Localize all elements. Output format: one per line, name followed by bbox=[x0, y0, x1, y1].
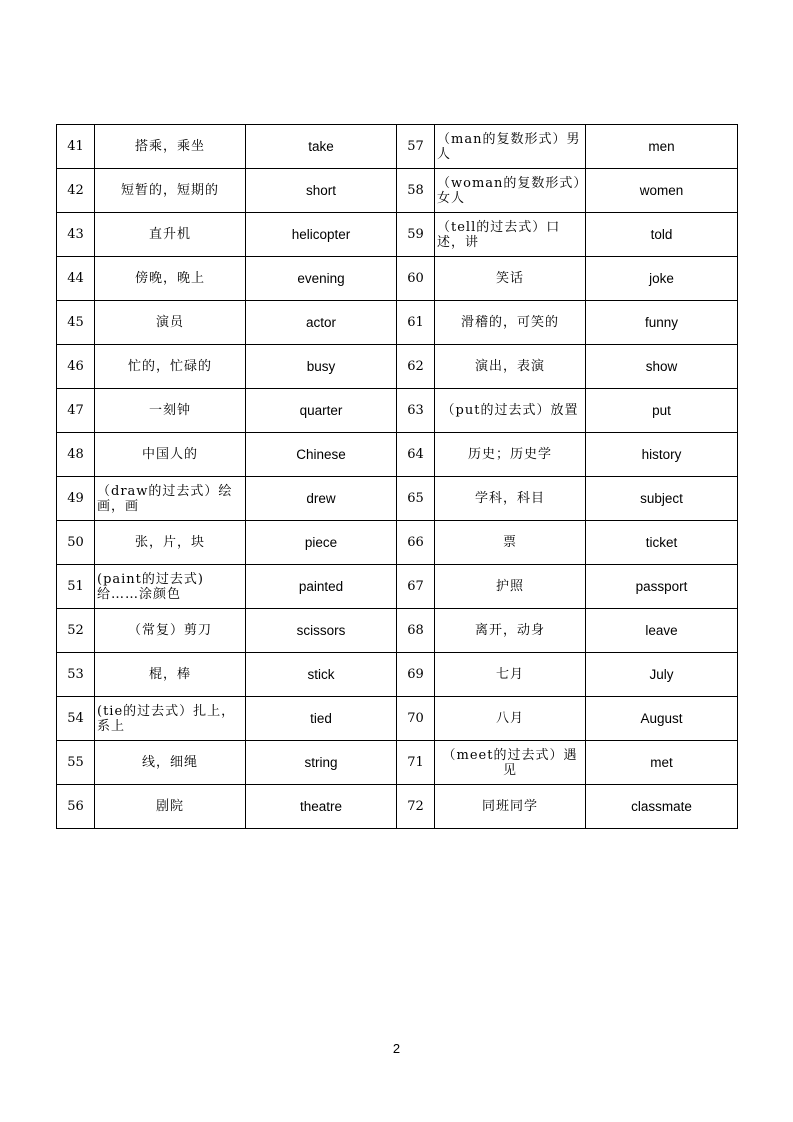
english-word: evening bbox=[246, 257, 397, 301]
table-row bbox=[57, 477, 738, 521]
entry-number: 48 bbox=[57, 433, 95, 477]
chinese-meaning: 傍晚，晚上 bbox=[95, 257, 246, 301]
english-word: August bbox=[586, 697, 738, 741]
entry-number: 53 bbox=[57, 653, 95, 697]
chinese-meaning: 线，细绳 bbox=[95, 741, 246, 785]
entry-number: 56 bbox=[57, 785, 95, 829]
english-word: joke bbox=[586, 257, 738, 301]
english-word: subject bbox=[586, 477, 738, 521]
chinese-meaning: (paint的过去式)给……涂颜色 bbox=[95, 565, 246, 609]
chinese-meaning: 学科，科目 bbox=[435, 477, 586, 521]
entry-number: 72 bbox=[397, 785, 435, 829]
table-row bbox=[57, 345, 738, 389]
english-word: short bbox=[246, 169, 397, 213]
entry-number: 45 bbox=[57, 301, 95, 345]
table-row bbox=[57, 521, 738, 565]
english-word: painted bbox=[246, 565, 397, 609]
entry-number: 54 bbox=[57, 697, 95, 741]
table-row bbox=[57, 741, 738, 785]
english-word: quarter bbox=[246, 389, 397, 433]
english-word: helicopter bbox=[246, 213, 397, 257]
chinese-meaning: （tell的过去式）口述，讲 bbox=[435, 213, 586, 257]
chinese-meaning: 离开，动身 bbox=[435, 609, 586, 653]
chinese-meaning: （常复）剪刀 bbox=[95, 609, 246, 653]
chinese-meaning: 短暂的，短期的 bbox=[95, 169, 246, 213]
table-row bbox=[57, 257, 738, 301]
chinese-meaning: 演员 bbox=[95, 301, 246, 345]
english-word: show bbox=[586, 345, 738, 389]
chinese-meaning: （meet的过去式）遇见 bbox=[435, 741, 586, 785]
chinese-meaning: 笑话 bbox=[435, 257, 586, 301]
entry-number: 67 bbox=[397, 565, 435, 609]
chinese-meaning: 历史；历史学 bbox=[435, 433, 586, 477]
chinese-meaning: 搭乘，乘坐 bbox=[95, 125, 246, 169]
entry-number: 58 bbox=[397, 169, 435, 213]
table-row bbox=[57, 433, 738, 477]
chinese-meaning: 一刻钟 bbox=[95, 389, 246, 433]
chinese-meaning: 护照 bbox=[435, 565, 586, 609]
entry-number: 65 bbox=[397, 477, 435, 521]
table-row bbox=[57, 213, 738, 257]
chinese-meaning: 直升机 bbox=[95, 213, 246, 257]
english-word: men bbox=[586, 125, 738, 169]
entry-number: 71 bbox=[397, 741, 435, 785]
chinese-meaning: 张，片，块 bbox=[95, 521, 246, 565]
chinese-meaning: 八月 bbox=[435, 697, 586, 741]
entry-number: 52 bbox=[57, 609, 95, 653]
chinese-meaning: 滑稽的，可笑的 bbox=[435, 301, 586, 345]
chinese-meaning: 演出，表演 bbox=[435, 345, 586, 389]
english-word: tied bbox=[246, 697, 397, 741]
chinese-meaning: 同班同学 bbox=[435, 785, 586, 829]
english-word: told bbox=[586, 213, 738, 257]
table-row bbox=[57, 301, 738, 345]
english-word: stick bbox=[246, 653, 397, 697]
english-word: piece bbox=[246, 521, 397, 565]
table-row bbox=[57, 609, 738, 653]
entry-number: 41 bbox=[57, 125, 95, 169]
entry-number: 55 bbox=[57, 741, 95, 785]
table-row bbox=[57, 565, 738, 609]
table-row bbox=[57, 125, 738, 169]
english-word: ticket bbox=[586, 521, 738, 565]
table-row bbox=[57, 389, 738, 433]
entry-number: 42 bbox=[57, 169, 95, 213]
table-row bbox=[57, 785, 738, 829]
entry-number: 43 bbox=[57, 213, 95, 257]
english-word: drew bbox=[246, 477, 397, 521]
chinese-meaning: 中国人的 bbox=[95, 433, 246, 477]
vocabulary-table bbox=[56, 124, 738, 829]
entry-number: 61 bbox=[397, 301, 435, 345]
english-word: scissors bbox=[246, 609, 397, 653]
english-word: passport bbox=[586, 565, 738, 609]
english-word: take bbox=[246, 125, 397, 169]
english-word: history bbox=[586, 433, 738, 477]
chinese-meaning: 七月 bbox=[435, 653, 586, 697]
chinese-meaning: 剧院 bbox=[95, 785, 246, 829]
english-word: theatre bbox=[246, 785, 397, 829]
english-word: funny bbox=[586, 301, 738, 345]
entry-number: 59 bbox=[397, 213, 435, 257]
english-word: Chinese bbox=[246, 433, 397, 477]
english-word: actor bbox=[246, 301, 397, 345]
entry-number: 46 bbox=[57, 345, 95, 389]
english-word: string bbox=[246, 741, 397, 785]
chinese-meaning: （put的过去式）放置 bbox=[435, 389, 586, 433]
entry-number: 50 bbox=[57, 521, 95, 565]
english-word: put bbox=[586, 389, 738, 433]
entry-number: 47 bbox=[57, 389, 95, 433]
entry-number: 68 bbox=[397, 609, 435, 653]
english-word: women bbox=[586, 169, 738, 213]
chinese-meaning: （man的复数形式）男人 bbox=[435, 125, 586, 169]
chinese-meaning: （woman的复数形式）女人 bbox=[435, 169, 586, 213]
chinese-meaning: 忙的，忙碌的 bbox=[95, 345, 246, 389]
entry-number: 60 bbox=[397, 257, 435, 301]
english-word: busy bbox=[246, 345, 397, 389]
chinese-meaning: （draw的过去式）绘画，画 bbox=[95, 477, 246, 521]
entry-number: 63 bbox=[397, 389, 435, 433]
entry-number: 51 bbox=[57, 565, 95, 609]
entry-number: 64 bbox=[397, 433, 435, 477]
english-word: met bbox=[586, 741, 738, 785]
english-word: July bbox=[586, 653, 738, 697]
table-row bbox=[57, 653, 738, 697]
chinese-meaning: (tie的过去式）扎上，系上 bbox=[95, 697, 246, 741]
chinese-meaning: 棍，棒 bbox=[95, 653, 246, 697]
entry-number: 44 bbox=[57, 257, 95, 301]
entry-number: 66 bbox=[397, 521, 435, 565]
table-row bbox=[57, 169, 738, 213]
entry-number: 70 bbox=[397, 697, 435, 741]
entry-number: 57 bbox=[397, 125, 435, 169]
page-number: 2 bbox=[392, 1041, 401, 1056]
table-row bbox=[57, 697, 738, 741]
chinese-meaning: 票 bbox=[435, 521, 586, 565]
english-word: leave bbox=[586, 609, 738, 653]
english-word: classmate bbox=[586, 785, 738, 829]
entry-number: 62 bbox=[397, 345, 435, 389]
entry-number: 49 bbox=[57, 477, 95, 521]
entry-number: 69 bbox=[397, 653, 435, 697]
